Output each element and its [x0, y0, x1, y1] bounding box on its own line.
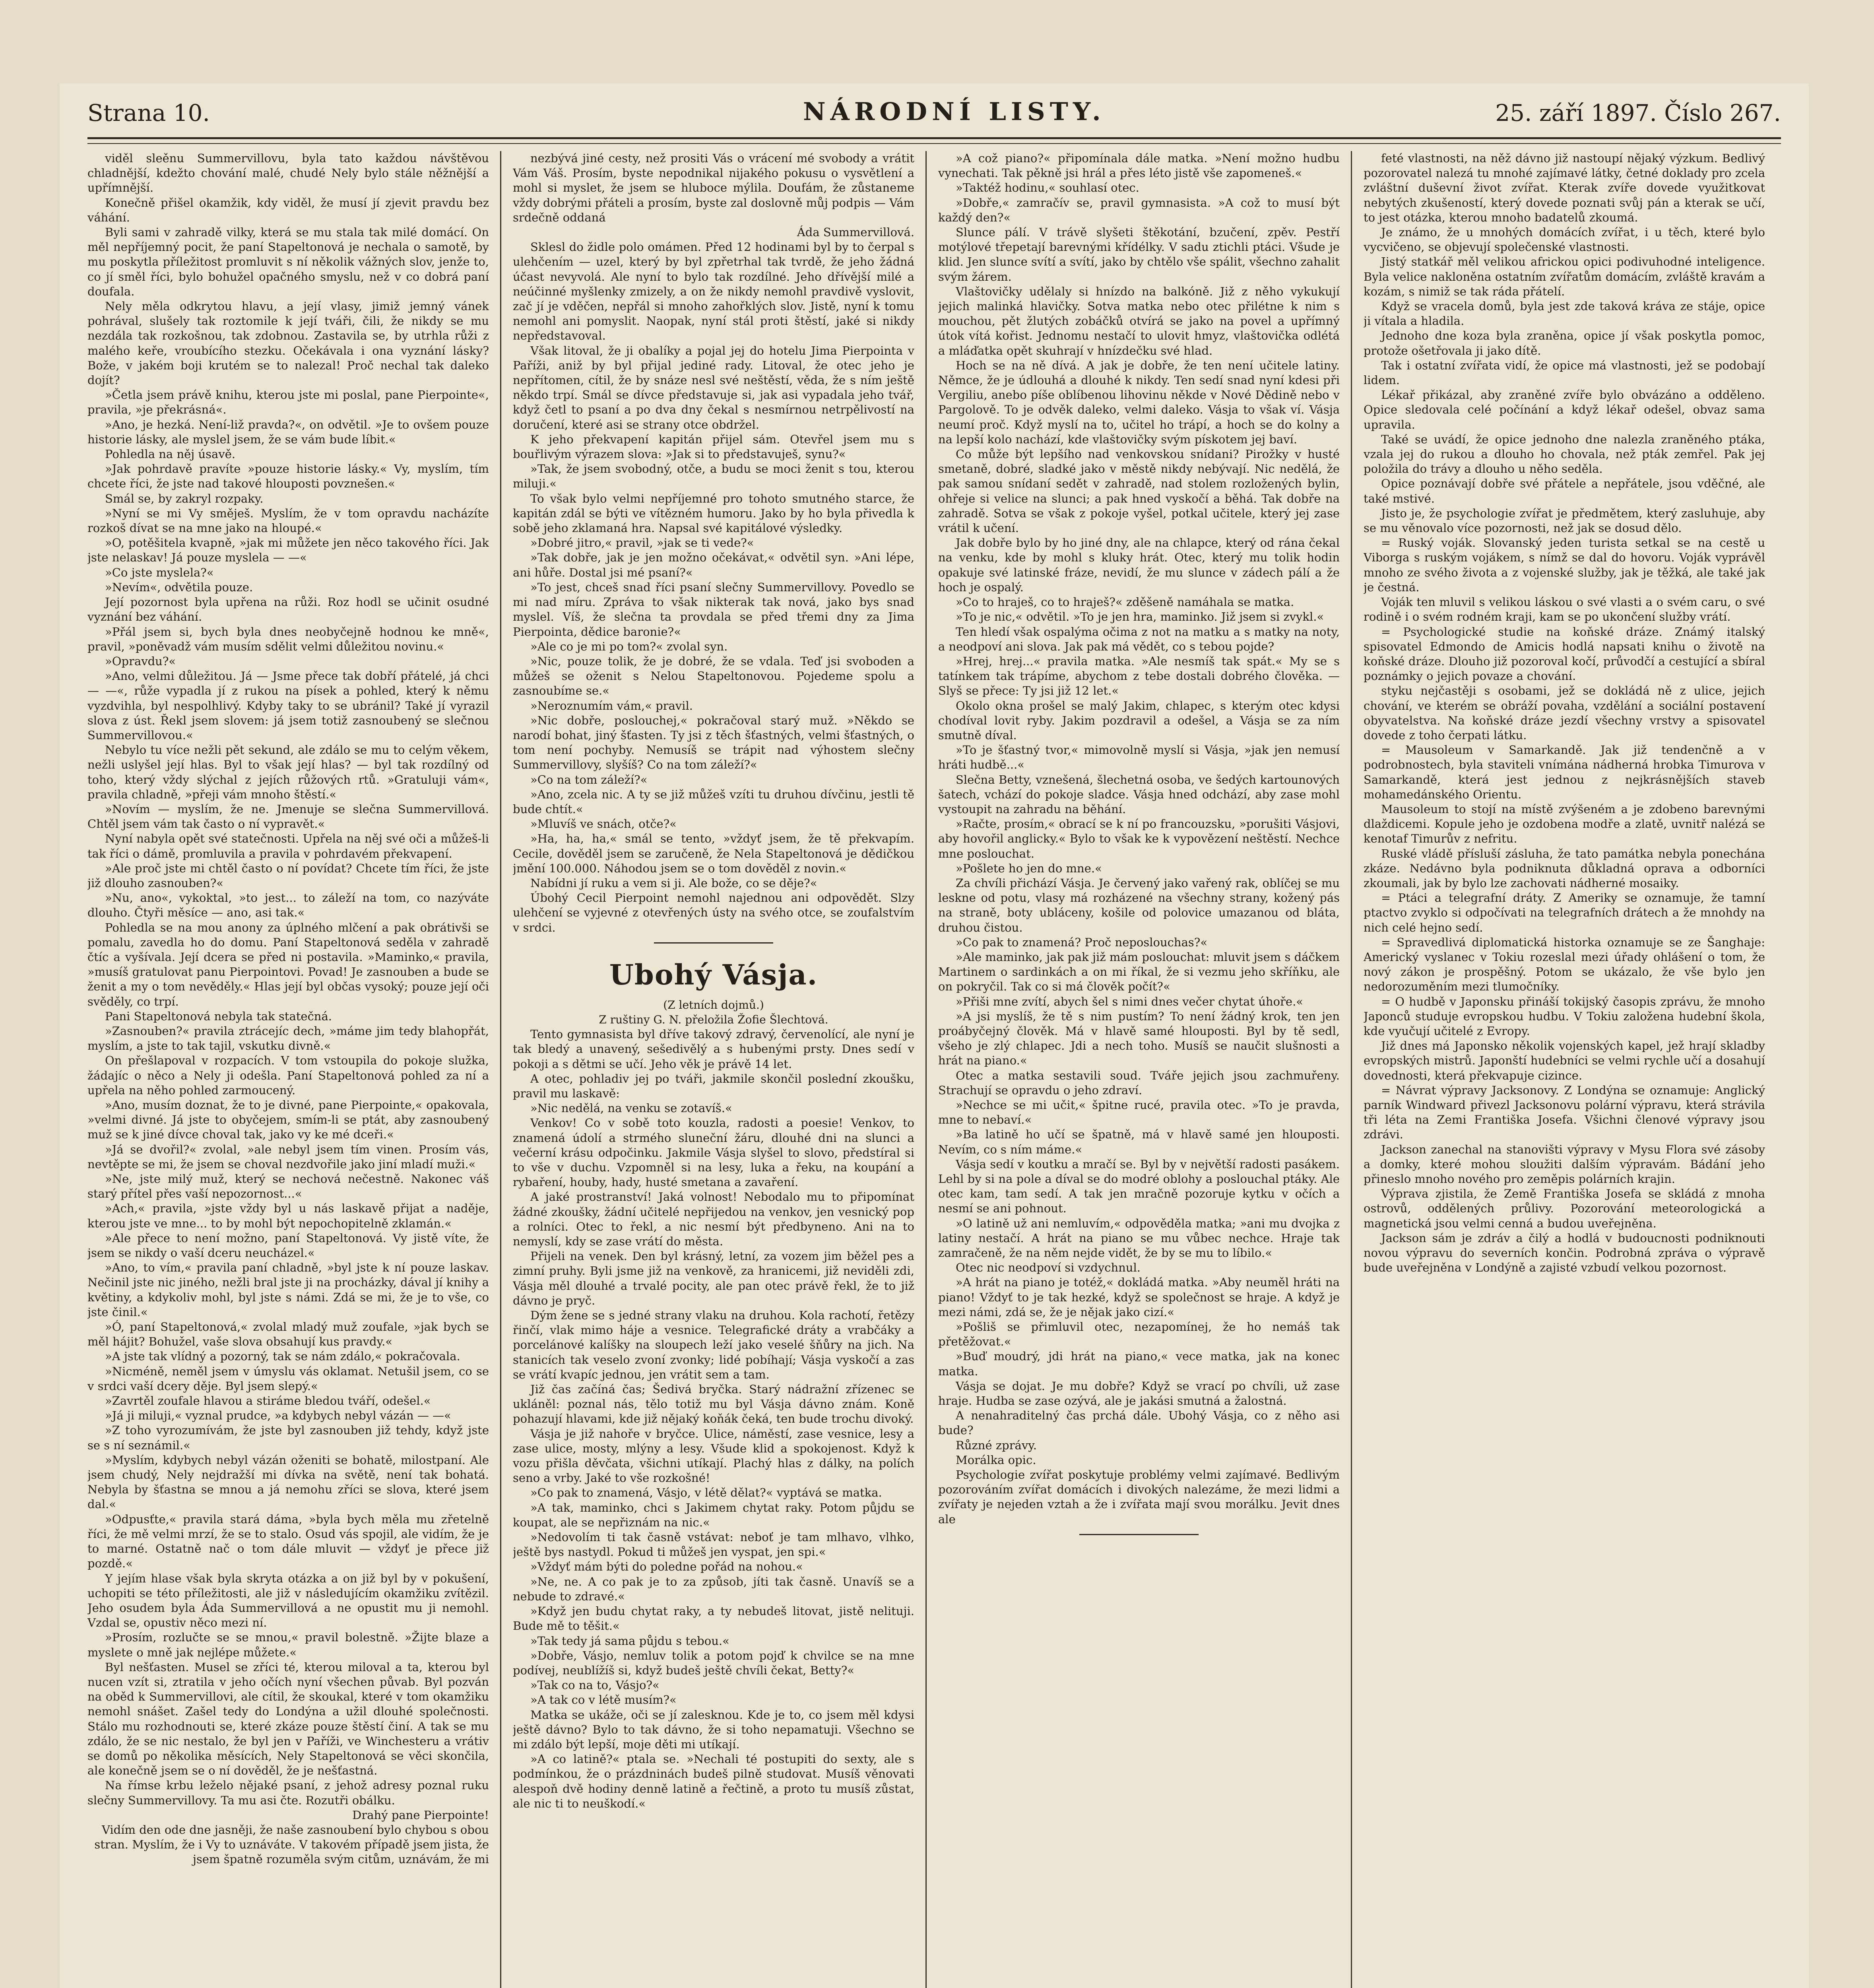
column-4: [1364, 151, 1765, 1988]
paragraph: Již čas začíná čas; Šedivá bryčka. Starý nádražní zřízenec se ukláněl: poznal nás, tělo totiž mu byl Vásja dávno znám. Koně pohazují hlavami, kde již nějaký koňák čeká, ten bude trochu divoký.: [513, 1382, 914, 1426]
paragraph: »Ó, paní Stapeltonová,« zvolal mladý muž zoufale, »jak bych se měl hájit? Bohužel, vaše slova obsahují kus pravdy.«: [87, 1320, 489, 1349]
paragraph: = Ptáci a telegrafní dráty. Z Ameriky se oznamuje, že tamní ptactvo zvyklo si odpočívati na telegrafních drátech a že mnohdy na nich celé hejno sedí.: [1364, 891, 1765, 934]
paragraph: Vásja sedí v koutku a mračí se. Byl by v největší radosti pasákem. Lehl by si na pole a díval se do modré oblohy a poslouchal ptáky. Ale otec kam, tam sedí. A tak jen mračně pozoruje kytku v očích a nesmí se ani pohnout.: [938, 1157, 1340, 1215]
paragraph: Také se uvádí, že opice jednoho dne nalezla zraněného ptáka, vzala jej do rukou a dlouho ho chovala, než pták zemřel. Pak jej položila do trávy a dlouho u něho seděla.: [1364, 432, 1765, 476]
paragraph: »Ano, velmi důležitou. Já — Jsme přece tak dobří přátelé, já chci — —«, růže vypadla jí z rukou na písek a pohled, který k němu vyzdvihla, byl nespolhlivý. Kdyby taky to se ubránil? Také jí vyrazil slova z úst. Řekl jsem slovem: já jsem totiž zasnoubený se slečnou Summervillovou.«: [87, 669, 489, 742]
paragraph: »Tak tedy já sama půjdu s tebou.«: [530, 1634, 729, 1648]
paragraph: Byli sami v zahradě vilky, která se mu stala tak milé domácí. On měl nepříjemný pocit, že paní Stapeltonová je nechala o samotě, by mu poskytla příležitost promluvit s ní několik vážných slov, jenže to, co jí směl říci, bylo bohužel opačného smyslu, než v co dobrá paní doufala.: [87, 225, 489, 298]
masthead: [87, 91, 1781, 135]
paragraph: »Ha, ha, ha,« smál se tento, »vždyť jsem, že tě překvapím. Cecile, dověděl jsem se zaručeně, že Nela Stapeltonová je dědičkou jmění 100.000. Náhodou jsem se o tom dověděl z novin.«: [513, 832, 914, 875]
paragraph: Tento gymnasista byl dříve takový zdravý, červenolící, ale nyní je tak bledý a unavený, sešedivělý a s hubenými prsty. Dnes sedí v pokoji a s dětmi se učí. Jeho věk je právě 14 let.: [513, 1027, 914, 1071]
masthead-rule-thin: [87, 143, 1781, 144]
paragraph: Již dnes má Japonsko několik vojenských kapel, jež hrají skladby evropských mistrů. Japonští hudebníci se velmi rychle učí a dosahují dovednosti, která překvapuje cizince.: [1364, 1039, 1765, 1082]
paragraph: To však bylo velmi nepříjemné pro tohoto smutného starce, že kapitán zdál se býti ve vítězném humoru. Jako by ho byla přivedla k sobě jeho zklamaná hra. Napsal své kapitálové výsledky.: [513, 491, 914, 535]
paragraph: Tak i ostatní zvířata vidí, že opice má vlastnosti, jež se podobají lidem.: [1364, 358, 1765, 387]
paragraph: Mausoleum to stojí na místě zvýšeném a je zdobeno barevnými dlaždicemi. Kopule jeho je ozdobena modře a zlatě, uvnitř nalézá se kenotaf Timurův z nefritu.: [1364, 802, 1765, 846]
paragraph: »Mluvíš ve snách, otče?«: [530, 817, 677, 831]
paragraph: = O hudbě v Japonsku přináší tokijský časopis zprávu, že mnoho Japonců studuje evropskou hudbu. V Tokiu založena hudební škola, kde vyučují učitelé z Evropy.: [1364, 994, 1765, 1038]
paragraph: Venkov! Co v sobě toto kouzla, radosti a poesie! Venkov, to znamená údolí a strmého sluneční žáru, dlouhé dni na slunci a večerní krásu odpočinku. Jakmile Vásja slyšel to slovo, předstíral si to vše v duchu. Vzpomněl si na lesy, luka a řeku, na koupání a rybaření, houby, hady, husté smetana a zavaření.: [513, 1116, 914, 1189]
paragraph: A jaké prostranství! Jaká volnost! Nebodalo mu to připomínat žádné zkoušky, žádní učitelé nepřijedou na venkov, jen vesnický pop a rolníci. Otec to řekl, a nic nesmí být předbyneno. Ani na to nemyslí, kdy se zase vrátí do města.: [513, 1190, 914, 1248]
paragraph: Dým žene se s jedné strany vlaku na druhou. Kola rachotí, řetězy řinčí, vlak mimo háje a vesnice. Telegrafické dráty a vrabčáky a porcelánové kalíšky na sloupech leží jako veselé šňůry na jich. Na stanicích tak veselo zvoní zvonky; lidé pobíhají; Vásja vyskočí a zas se vrátí kvapíc jednou, jen vrátit sem a tam.: [513, 1309, 914, 1381]
paragraph: nezbývá jiné cesty, než prositi Vás o vrácení mé svobody a vrátit Vám Váš. Prosím, byste nepodnikal nijakého pokusu o vysvětlení a mohl si myslet, že jsem se hluboce mýlila. Doufám, že zůstaneme vždy dobrými přáteli a prosím, byste zal doslovně můj podpis — Vám srdečně oddaná: [513, 151, 914, 224]
paragraph: »Ach,« pravila, »jste vždy byl u nás laskavě přijat a naděje, kterou jste ve mne... to by mohl být nepochopitelně zklamán.«: [87, 1202, 489, 1230]
paragraph: Pohledla na něj úsavě.: [105, 447, 236, 461]
section-rule: [1079, 1534, 1199, 1535]
paragraph: »A hrát na piano je totéž,« dokládá matka. »Aby neuměl hráti na piano! Vždyť to je tak hezké, když se společnost se hraje. A když je mezi námi, zdá se, že je nějak jako cizí.«: [938, 1276, 1340, 1319]
paragraph: Pani Stapeltonová nebyla tak statečná.: [105, 1009, 332, 1023]
paragraph: »Ano, to vím,« pravila paní chladně, »byl jste k ní pouze laskav. Nečinil jste nic jiného, nežli bral jste ji na procházky, dával jí knihy a květiny, a kdykoliv mohl, byl jste s námi. Zdá se mi, že je to vše, co jste činil.«: [87, 1261, 489, 1319]
issue-date: 25. září 1897. Číslo 267.: [1495, 99, 1781, 126]
masthead-rule: [87, 137, 1781, 139]
paragraph: »Co jste myslela?«: [105, 565, 214, 579]
paragraph: »A což piano?« připomínala dále matka. »Není možno hudbu vynechati. Tak pěkně jsi hrál a přes léto jistě vše zapomeneš.«: [938, 151, 1340, 180]
paragraph: »Ano, musím doznat, že to je divné, pane Pierpointe,« opakovala, »velmi divné. Já jste to obyčejem, smím-li se ptát, aby zasnoubený muž se k jiné dívce choval tak, jako vy ke mé dceři.«: [87, 1098, 489, 1142]
paragraph: »A jste tak vlídný a pozorný, tak se nám zdálo,« pokračovala.: [105, 1349, 460, 1363]
paragraph: K jeho překvapení kapitán přijel sám. Otevřel jsem mu s bouřlivým výrazem slova: »Jak si to představuješ, synu?«: [513, 432, 914, 461]
paragraph: Otec nic neodpoví si vzdychnul.: [956, 1261, 1141, 1275]
paragraph: »Nechce se mi učit,« špitne rucé, pravila otec. »To je pravda, mne to nebaví.«: [938, 1098, 1340, 1127]
paragraph: »Já ji miluji,« vyznal prudce, »a kdybych nebyl vázán — —«: [105, 1409, 451, 1423]
paragraph: »Ale maminko, jak pak již mám poslouchat: mluvit jsem s dáčkem Martinem o sardinkách a on mi říkal, že si vezmu jeho skříňku, ale on pokryčil. Tak co si má člověk počít?«: [938, 950, 1340, 994]
paragraph: Matka se ukáže, oči se jí zalesknou. Kde je to, co jsem měl kdysi ještě dávno? Bylo to tak dávno, že si toho nepamatuji. Všechno se mi zdálo být lepší, moje děti mi utíkají.: [513, 1708, 914, 1751]
paragraph: Jednoho dne koza byla zraněna, opice jí však poskytla pomoc, protože ošetřovala ji jako dítě.: [1364, 329, 1765, 357]
paragraph: Nely měla odkrytou hlavu, a její vlasy, jimiž jemný vánek pohrával, slušely tak roztomile k její tváři, čili, že nikdy se mu nezdála tak rozkošnou, tak zdobnou. Zastavila se, by utrhla růži z malého keře, vroubícího stezku. Očekávala i ona vyznání lásky? Bože, v jakém boji krutém se to nalezal! Proč nechal tak daleko dojít?: [87, 299, 489, 387]
paragraph: »Ne, jste milý muž, který se nechová nečestně. Nakonec váš starý přítel přes vaší nepozornost...«: [87, 1172, 489, 1201]
paragraph: Úbohý Cecil Pierpoint nemohl najednou ani odpovědět. Slzy ulehčení se vyjevné z otevřených ústy na svého otce, se zoufalstvím v srdci.: [513, 891, 914, 934]
paragraph: = Návrat výpravy Jacksonovy. Z Londýna se oznamuje: Anglický parník Windward přivezl Jacksonovu polární výpravu, která strávila tři léta na Zemi Františka Josefa. Všichni členové výpravy jsou zdrávi.: [1364, 1083, 1765, 1142]
paragraph: »Když jen budu chytat raky, a ty nebudeš litovat, jistě nelituji. Bude mě to těšit.«: [513, 1604, 914, 1633]
paragraph: Sklesl do židle polo omámen. Před 12 hodinami byl by to čerpal s ulehčením — uzel, který by byl zpřetrhal tak tvrdě, že jeho žádná účast nevyvolá. Ale nyní to bylo tak rozdílné. Jeho dřívější milé a neúčinné myšlenky zmizely, a on že nikdy nemohl pravdivě vyslovit, zač jí je vděčen, nepřál si mnoho zahořklých slov. Jistě, nyní k tomu nemohl ani pomyslit. Naopak, nyní stál proti štěstí, jaké si nikdy nepředstavoval.: [513, 240, 914, 343]
paragraph: Otec a matka sestavili soud. Tváře jejich jsou zachmuřeny. Strachují se opravdu o jeho zdraví.: [938, 1068, 1340, 1097]
paragraph: Vlaštovičky udělaly si hnízdo na balkóně. Již z něho vykukují jejich malinká hlavičky. Sotva matka nebo otec přilétne k nim s mouchou, pět žlutých zobáčků otvírá se jako na povel a upřímný útok vítá kořist. Jednomu nestačí to ulovit hmyz, vlaštovička odlétá a mláďatka opět skuhrají v hnízdečku své hlad.: [938, 284, 1340, 357]
paragraph: Nyní nabyla opět své statečnosti. Upřela na něj své oči a můžeš-li tak říci o dámě, promluvila a pravila v pohrdavém překvapení.: [87, 832, 489, 860]
paragraph: »A jsi myslíš, že tě s nim pustím? To není žádný krok, ten jen proábyčejný člověk. Má v hlavě samé hlouposti. Byl by tě sedl, všeho je zlý chlapec. Jdi a nech toho. Musíš se naučit slušnosti a hrát na piano.«: [938, 1009, 1340, 1068]
paragraph: »Račte, prosím,« obrací se k ní po francouzsku, »porušiti Vásjovi, aby hovořil anglicky.« Bylo to však ke k vypovězení neštěstí. Nechce mne poslouchat.: [938, 817, 1340, 860]
paragraph: »Prosím, rozlučte se se mnou,« pravil bolestně. »Žijte blaze a myslete o mně jak nejlépe můžete.«: [87, 1631, 489, 1659]
paragraph: Y jejím hlase však byla skryta otázka a on již byl by v pokušení, uchopiti se této příležitosti, ale již v následujícím okamžiku zvítězil. Jeho osudem byla Áda Summervillová a ne opustit mu ji nemohl. Vzdal se, opustiv něco mezi ní.: [87, 1571, 489, 1630]
paragraph: Vidím den ode dne jasněji, že naše zasnoubení bylo chybou s obou stran. Myslím, že i Vy to uznáváte. V takovém případě jsem jista, že jsem špatně rozuměla svým citům, uznávám, že mi: [94, 1823, 489, 1866]
paragraph: »Ale proč jste mi chtěl často o ní povídat? Chcete tím říci, že jste již dlouho zasnouben?«: [87, 861, 489, 890]
paragraph: »Vždyť mám býti do poledne pořád na nohou.«: [530, 1560, 803, 1574]
paragraph: »Zasnouben?« pravila ztrácejíc dech, »máme jim tedy blahopřát, myslím, a jste to tak tajil, vskutku divně.«: [87, 1024, 489, 1053]
paragraph: Vásja se dojat. Je mu dobře? Když se vrací po chvíli, už zase hraje. Hudba se zase ozývá, ale je jakási smutná a žalostná.: [938, 1379, 1340, 1408]
paragraph: »Co to hraješ, co to hraješ?« zděšeně namáhala se matka.: [956, 595, 1294, 609]
paragraph: »To je nic,« odvětil. »To je jen hra, maminko. Již jsem si zvykl.«: [956, 610, 1324, 624]
paragraph: »Nyní se mi Vy směješ. Myslím, že v tom opravdu nacházíte rozkoš dívat se na mne jako na hloupé.«: [87, 506, 489, 535]
paragraph: = Ruský voják. Slovanský jeden turista setkal se na cestě u Viborga s ruským vojákem, s nímž se dal do hovoru. Voják vyprávěl mnoho ze svého života a z vojenské služby, jak je těžká, ale také jak je čestná.: [1364, 536, 1765, 594]
column-3: [938, 151, 1340, 1988]
page-number: Strana 10.: [87, 99, 210, 126]
paragraph: Pohledla se na mou anony za úplného mlčení a pak obrátivši se pomalu, zavedla ho do domu. Paní Stapeltonová seděla v zahradě čtíc a vyšívala. Její dcera se před ni postavila. »Maminko,« pravila, »musíš gratulovat panu Pierpointovi. Povad! Je zasnouben a bude se ženit a my o tom nevěděly.« Hlas její byl občas vysoký; pouze její oči svěděly, co trpí.: [87, 920, 489, 1008]
paragraph: Vásja je již nahoře v bryčce. Ulice, náměstí, zase vesnice, lesy a zase ulice, mosty, mlýny a lesy. Všude klid a spokojenost. Když k vozu přišla děvčata, všichni utíkají. Plachý hlas z dálky, na polích seno a vrby. Jaké to vše rozkošné!: [513, 1427, 914, 1485]
paragraph: »A co latině?« ptala se. »Nechali té postupiti do sexty, ale s podmínkou, že o prázdninách budeš pilně studovat. Musíš věnovati alespoň dvě hodiny denně latině a řečtině, a proto tu musíš zůstat, ale nic ti to neuškodí.«: [513, 1752, 914, 1810]
newspaper-title: NÁRODNÍ LISTY.: [803, 97, 1106, 126]
paragraph: Jackson zanechal na stanovišti výpravy v Mysu Flora své zásoby a domky, které mohou sloužiti dalším výpravám. Bádání jeho přineslo mnoho nového pro zeměpis polárních krajin.: [1364, 1142, 1765, 1186]
paragraph: »Zavrtěl zoufale hlavou a stiráme bledou tváří, odešel.«: [105, 1394, 431, 1408]
paragraph: = Spravedlivá diplomatická historka oznamuje se ze Šanghaje: Americký vyslanec v Tokiu rozeslal mezi úřady ohlášení o tom, že nový zákon je prospěšný. Potom se ukázalo, že vše bylo jen nedorozuměním mezi tlumočníky.: [1364, 935, 1765, 994]
paragraph: »Ne, ne. A co pak je to za způsob, jíti tak časně. Unavíš se a nebude to zdravé.«: [513, 1574, 914, 1603]
paragraph: »Tak, že jsem svobodný, otče, a budu se moci ženit s tou, kterou miluji.«: [513, 462, 914, 491]
paragraph: Nebylo tu více nežli pět sekund, ale zdálo se mu to celým věkem, nežli uslyšel její hlas. Byl to však její hlas? — byl tak rozdílný od toho, který vždy slýchal z jejích růžových rtů. »Gratuluji vám«, pravila chladně, »přeji vám mnoho štěstí.«: [87, 743, 489, 801]
paragraph: Okolo okna prošel se malý Jakim, chlapec, s kterým otec kdysi chodíval lovit ryby. Jakim pozdravil a odešel, a Vásja se za ním smutně díval.: [938, 699, 1340, 742]
paragraph: Slečna Betty, vznešená, šlechetná osoba, ve šedých kartounových šatech, vchází do pokoje sladce. Vásja hned odchází, aby zase mohl vystoupit na zahradu na běhání.: [938, 773, 1340, 816]
paragraph: »Dobré jitro,« pravil, »jak se ti vede?«: [530, 536, 754, 550]
paragraph: Ten hledí však ospalýma očima z not na matku a s matky na noty, a neodpoví ani slova. Jak pak má vědět, co s tebou pojde?: [938, 625, 1340, 653]
paragraph: »O latině už ani nemluvím,« odpověděla matka; »ani mu dvojka z latiny nestačí. A hrát na piano se mu vůbec nechce. Hraje tak zamračeně, že na něm nejde vidět, že by se mu to líbilo.«: [938, 1216, 1340, 1260]
paragraph: = Psychologické studie na koňské dráze. Známý italský spisovatel Edmondo de Amicis hodlá napsati knihu o životě na koňské dráze. Dlouho již pozoroval kočí, průvodčí a cestující a sbíral poznámky o jejich povaze a chování.: [1364, 625, 1765, 683]
paragraph: feté vlastnosti, na něž dávno již nastoupí nějaký výzkum. Bedlivý pozorovatel nalezá tu mnohé zajímavé látky, četné doklady pro zcela zvláštní duševní život zvířat. Kterak zvíře dovede využitkovat nebytých zkušeností, který dovede poznati svůj pán a kterak se učí, to jest otázka, kterou mnoho badatelů zkoumá.: [1364, 151, 1765, 224]
paragraph: »Opravdu?«: [105, 654, 176, 668]
paragraph: »O, potěšitela kvapně, »jak mi můžete jen něco takového říci. Jak jste nelaskav! Já pouze myslela — —«: [87, 536, 489, 565]
paragraph: Hoch se na ně dívá. A jak je dobře, že ten není učitele latiny. Němce, že je údlouhá a dlouhé k nikdy. Ten sedí snad nyní kdesi při Vergiliu, anebo píše oblíbenou lihovinu někde v Nové Dědině nebo v Pargolově. To je odvěk daleko, velmi daleko. Vásja to však ví. Vásja neumí proč. Když myslí na to, učitel ho trápí, a hoch se do kolny a na lepší kolo nachází, kde vlaštovičky svým pískotem jej baví.: [938, 358, 1340, 446]
paragraph: »Přál jsem si, bych byla dnes neobyčejně hodnou ke mně«, pravil, »poněvadž vám musím sdělit velmi důležitou novinu.«: [87, 625, 489, 653]
paragraph: = Mausoleum v Samarkandě. Jak již tendenčně a v podrobnostech, byla staviteli vnímána nádherná hrobka Timurova v Samarkandě, která jest jednou z nejkrásnějších staveb mohamedánského Orientu.: [1364, 743, 1765, 801]
paragraph: »Neroznumím vám,« pravil.: [530, 699, 693, 712]
column-divider: [925, 151, 927, 1988]
paragraph: »Jak pohrdavě pravíte »pouze historie lásky.« Vy, myslím, tím chcete říci, že jste nad takové hlouposti povznešen.«: [87, 462, 489, 491]
section-rule: [654, 942, 773, 944]
paragraph: Když se vracela domů, byla jest zde taková kráva ze stáje, opice ji vítala a hladila.: [1364, 299, 1765, 328]
column-divider: [500, 151, 501, 1988]
paragraph: »Hrej, hrej...« pravila matka. »Ale nesmíš tak spát.« My se s tatínkem tak trápíme, abychom z tebe dostali dobrého člověka. — Slyš se přece: Ty jsi již 12 let.«: [938, 654, 1340, 698]
paragraph: »Nevím«, odvětila pouze.: [105, 580, 253, 594]
paragraph: styku nejčastěji s osobami, jež se dokládá ně z ulice, jejich chování, ve kterém se obráží povaha, vzdělání a sociální postavení obyvatelstva. Na koňské dráze jezdí všechny vrstvy a spisovatel dovede z toho čerpati látku.: [1364, 684, 1765, 742]
paragraph: »Nic, pouze tolik, že je dobré, že se vdala. Teď jsi svoboden a můžeš se oženit s Nelou Stapeltonovou. Pojedeme spolu a zasnoubíme se.«: [513, 654, 914, 698]
paragraph: viděl sleěnu Summervillovu, byla tato každou návštěvou chladnější, kdežto chování malé, chudé Nely bylo stále něžnější a upřímnější.: [87, 151, 489, 195]
paragraph: Morálka opic.: [956, 1453, 1036, 1467]
paragraph: Jackson sám je zdráv a čilý a hodlá v budoucnosti podniknouti novou výpravu do severních končin. Podrobná zpráva o výpravě bude uveřejněna v Londýně a zajisté vzbudí velkou pozornost.: [1364, 1231, 1765, 1275]
paragraph: Jisto je, že psychologie zvířat je předmětem, který zasluhuje, aby se mu věnovalo více pozornosti, než jak se dosud dělo.: [1364, 506, 1765, 535]
paragraph: »Nicméně, neměl jsem v úmyslu vás oklamat. Netušil jsem, co se v srdci vaší dcery děje. Byl jsem slepý.«: [87, 1364, 489, 1393]
paragraph: »Z toho vyrozumívám, že jste byl zasnouben již tehdy, když jste se s ní seznámil.«: [87, 1423, 489, 1452]
paragraph: Přijeli na venek. Den byl krásný, letní, za vozem jim běžel pes a zimní pruhy. Byli jsme již na venkově, za hranicemi, již neviděli zdi, Vásja měl dlouhé a trvalé pocity, ale pan otec právě řekl, že to již dávno je pryč.: [513, 1249, 914, 1307]
paragraph: A otec, pohladiv jej po tváři, jakmile skončil poslední zkoušku, pravil mu laskavě:: [513, 1072, 914, 1100]
paragraph: »Co pak to znamená, Vásjo, v létě dělat?« vyptává se matka.: [530, 1486, 882, 1500]
paragraph: Na římse krbu leželo nějaké psaní, z jehož adresy poznal ruku slečny Summervillovy. Ta mu asi čte. Rozutři obálku.: [87, 1778, 489, 1807]
paragraph: »Ba latině ho učí se špatně, má v hlavě samé jen hlouposti. Nevím, co s ním máme.«: [938, 1128, 1340, 1156]
paragraph: »Ale co je mi po tom?« zvolal syn.: [530, 639, 728, 653]
paragraph: »Pošlete ho jen do mne.«: [956, 861, 1102, 875]
column-divider: [1351, 151, 1352, 1988]
paragraph: »Tak dobře, jak je jen možno očekávat,« odvětil syn. »Ani lépe, ani hůře. Dostal jsi mé psaní?«: [513, 551, 914, 579]
paragraph: Z ruštiny G. N. přeložila Žofie Šlechtová.: [599, 1013, 828, 1026]
paragraph: Nabídni jí ruku a vem si ji. Ale bože, co se děje?«: [530, 876, 817, 890]
paragraph: »A tak co v létě musím?«: [530, 1693, 677, 1707]
column-2: [513, 151, 914, 1988]
paragraph: »Dobře,« zamračív se, pravil gymnasista. »A což to musí být každý den?«: [938, 196, 1340, 224]
paragraph: Jistý statkář měl velikou africkou opici podivuhodné inteligence. Byla velice nakloněna ostatním zvířatům domácím, zvláště kravám a kozám, s nimiž se tak ráda přátelí.: [1364, 255, 1765, 298]
paragraph: »To jest, chceš snad říci psaní slečny Summervillovy. Povedlo se mi nad míru. Zpráva to však nikterak tak nová, jako bys snad myslel. Víš, že slečna ta provdala se před třemi dny za Jima Pierpointa, dědice baronie?«: [513, 580, 914, 639]
column-1: [87, 151, 489, 1988]
paragraph: (Z letních dojmů.): [663, 998, 764, 1011]
paragraph: Psychologie zvířat poskytuje problémy velmi zajímavé. Bedlivým pozorováním zvířat domácích i divokých nalezáme, že mezi lidmi a zvířaty je nejeden vztah a že i zvířata mají svou morálku. Jevit dnes ale: [938, 1468, 1340, 1526]
paragraph: »Nedovolím ti tak časně vstávat: neboť je tam mlhavo, vlhko, ještě bys nastydl. Pokud ti můžeš jen vyspat, jen spi.«: [513, 1530, 914, 1559]
paragraph: »Ano, je hezká. Není-liž pravda?«, on odvětil. »Je to ovšem pouze historie lásky, ale myslel jsem, že se vám bude líbit.«: [87, 417, 489, 446]
paragraph: »Ale přece to není možno, paní Stapeltonová. Vy jistě víte, že jsem se nikdy o vaší dceru neucházel.«: [87, 1231, 489, 1260]
paragraph: »Co pak to znamená? Proč neposlouchas?«: [956, 935, 1208, 949]
paragraph: »Četla jsem právě knihu, kterou jste mi poslal, pane Pierpointe«, pravila, »je překrásná«.: [87, 388, 489, 417]
paragraph: Její pozornost byla upřena na růži. Roz hodl se učinit osudné vyznání bez váhání.: [87, 595, 489, 624]
paragraph: Co může být lepšího nad venkovskou snídani? Pirožky v husté smetaně, dobré, sladké jako v městě nikdy nebývají. Nic nedělá, že pak samou snídaní sedět v zahradě, nad stolem rozložených bylin, ohřeje si velice na slunci; a pak hned vyskočí a běhá. Tak dobře na zahradě. Sotva se však z pokoje vyšel, potkal učitele, který jej zase vrátil k učení.: [938, 447, 1340, 535]
paragraph: Jak dobře bylo by ho jiné dny, ale na chlapce, který od rána čekal na venku, kde by mohl s kluky hrát. Otec, který mu tolik hodin opakuje své latinské fráze, nevidí, že mu slunce v zádech pálí a že hoch je ospalý.: [938, 536, 1340, 594]
paragraph: Opice poznávají dobře své přátele a nepřátele, jsou vděčné, ale také mstivé.: [1364, 477, 1765, 505]
paragraph: »Myslím, kdybych nebyl vázán oženiti se bohatě, milostpaní. Ale jsem chudý, Nely nejdražší mi dívka na světě, není tak bohatá. Nebyla by šťastna se mnou a já nemohu zříci se slova, které jsem dal.«: [87, 1453, 489, 1511]
paragraph: »Přiši mne zvítí, abych šel s nimi dnes večer chytat úhoře.«: [956, 994, 1304, 1008]
paragraph: Lékař přikázal, aby zraněné zvíře bylo obvázáno a odděleno. Opice sledovala celé počínání a když lékař odešel, obvaz sama upravila.: [1364, 388, 1765, 431]
paragraph: Smál se, by zakryl rozpaky.: [105, 491, 264, 505]
paragraph: Ruské vládě přísluší zásluha, že tato památka nebyla ponechána zkáze. Nedávno byla podniknuta důkladná oprava a odborníci zkoumali, jak by bylo lze zachovati nádherné mosaiky.: [1364, 846, 1765, 890]
paragraph: »Ano, zcela nic. A ty se již můžeš vzíti tu druhou dívčinu, jestli tě bude chtít.«: [513, 787, 914, 816]
paragraph: Áda Summervillová.: [797, 225, 914, 239]
paragraph: Různé zprávy.: [956, 1438, 1037, 1452]
paragraph: »Taktéž hodinu,« souhlasí otec.: [956, 181, 1139, 195]
paragraph: Za chvíli přichází Vásja. Je červený jako vařený rak, oblíčej se mu leskne od potu, vlasy má rozházené na všechny strany, kožený pás na straně, boty ubláceny, košile od polovice umazanou od bláta, druhou čistou.: [938, 876, 1340, 934]
paragraph: »A tak, maminko, chci s Jakimem chytat raky. Potom půjdu se koupat, ale se nepřiznám na nic.«: [513, 1501, 914, 1529]
paragraph: »Tak co na to, Vásjo?«: [530, 1678, 660, 1692]
paragraph: Drahý pane Pierpointe!: [352, 1808, 489, 1822]
paragraph: »Pošliš se přimluvil otec, nezapomínej, že ho nemáš tak přetěžovat.«: [938, 1320, 1340, 1349]
paragraph: »Novím — myslím, že ne. Jmenuje se slečna Summervillová. Chtěl jsem vám tak často o ní vypravět.«: [87, 802, 489, 831]
paragraph: »Buď moudrý, jdi hrát na piano,« vece matka, jak na konec matka.: [938, 1349, 1340, 1378]
paragraph: On přešlapoval v rozpacích. V tom vstoupila do pokoje služka, žádajíc o něco a Nely ji odešla. Paní Stapeltonová pohled za ní a upřela na něho pohled zarmoucený.: [87, 1054, 489, 1097]
story-title: Ubohý Vásja.: [609, 958, 818, 991]
paragraph: »Dobře, Vásjo, nemluv tolik a potom pojď k chvilce se na mne podívej, neublížíš si, když budeš ještě chvíli čekat, Betty?«: [513, 1648, 914, 1677]
paragraph: Slunce pálí. V trávě slyšeti štěkotání, bzučení, zpěv. Pestří motýlové třepetají barevnými křídélky. V sadu ztichli ptáci. Všude je klid. Jen slunce svítí a svítí, jako by chtělo vše spálit, všechno zahalit svým žárem.: [938, 225, 1340, 283]
paragraph: Je známo, že u mnohých domácích zvířat, i u těch, které bylo vycvičeno, se objevují společenské vlastnosti.: [1364, 225, 1765, 254]
paragraph: »Co na tom záleží?«: [530, 773, 648, 786]
paragraph: »Nic nedělá, na venku se zotavíš.«: [530, 1101, 732, 1115]
paragraph: »Odpusťte,« pravila stará dáma, »byla bych měla mu zřetelně říci, že mě velmi mrzí, že se to stalo. Osud vás spojil, ale vidím, že je to marné. Ostatně nač o tom dále mluvit — vždyť je přece již pozdě.«: [87, 1512, 489, 1571]
paragraph: »Nic dobře, poslouchej,« pokračoval starý muž. »Někdo se narodí bohat, jiný šťasten. Ty jsi z těch šťastných, velmi šťastných, o tom není pochyby. Nemusíš se trápit nad výhostem slečny Summervillovy, slyšíš? Co na tom záleží?«: [513, 713, 914, 772]
paragraph: Výprava zjistila, že Země Františka Josefa se skládá z mnoha ostrovů, oddělených průlivy. Pozorování meteorologická a magnetická jsou velmi cenná a budou uveřejněna.: [1364, 1187, 1765, 1230]
paragraph: A nenahraditelný čas prchá dále. Ubohý Vásja, co z něho asi bude?: [938, 1409, 1340, 1437]
paragraph: Voják ten mluvil s velikou láskou o své vlasti a o svém caru, o své rodině i o svém rodném kraji, kam se po ukončení služby vrátí.: [1364, 595, 1765, 624]
paragraph: Konečně přišel okamžik, kdy viděl, že musí jí zjevit pravdu bez váhání.: [87, 196, 489, 224]
paragraph: »Nu, ano«, vykoktal, »to jest... to záleží na tom, co nazýváte dlouho. Čtyři měsíce — ano, asi tak.«: [87, 891, 489, 920]
paragraph: »To je šťastný tvor,« mimovolně myslí si Vásja, »jak jen nemusí hráti hudbě...«: [938, 743, 1340, 772]
paragraph: Byl nešťasten. Musel se zříci té, kterou miloval a ta, kterou byl nucen vzít si, ztratila v jeho očích nyní všechen půvab. Byl pozván na oběd k Summervillovi, ale cítil, že skoukal, které v tom okamžiku nemohl snášet. Zašel tedy do Londýna a užil dlouhé společnosti. Stálo mu rozhodnouti se, které zkáze pouze štěstí činí. A tak se mu zdálo, že se nic nestalo, že byl jen v Paříži, ve Winchesteru a vrátiv se domů po několika měsících, Nely Stapeltonová se věci skončila, ale konečně jsem se o ní dověděl, že je nešťastná.: [87, 1660, 489, 1778]
paragraph: Však litoval, že ji obalíky a pojal jej do hotelu Jima Pierpointa v Paříži, aniž by byl přijal jediné rady. Litoval, že otec jeho je nepřítomen, cítil, že by snáze nesl své neštěstí, věda, že s ním ještě někdo trpí. Smál se dívce představuje si, jak asi vypadala jeho tvář, když četl to psaní a po dva dny čekal s nesmírnou netrpělivostí na doručení, které asi se strany otce obdržel.: [513, 344, 914, 431]
paragraph: »Já se dvořil?« zvolal, »ale nebyl jsem tím vinen. Prosím vás, nevtěpte se mi, že jsem se choval nezdvořile jako jiní mladí muži.«: [87, 1142, 489, 1171]
